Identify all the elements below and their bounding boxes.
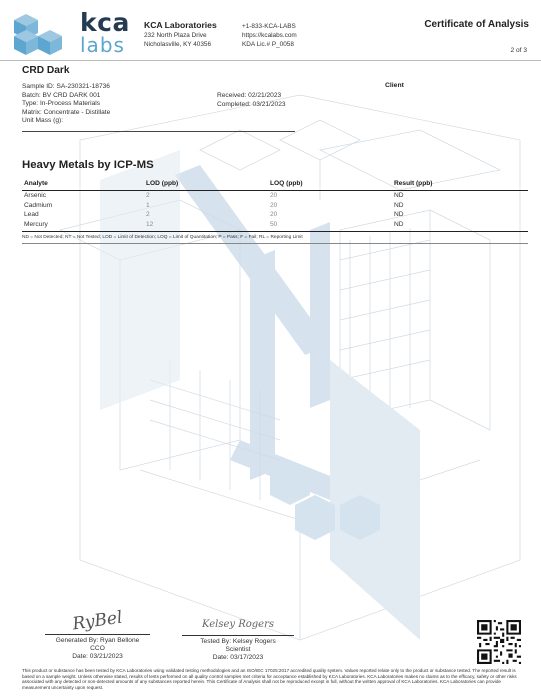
sample-unit-mass: Unit Mass (g): <box>22 117 64 125</box>
heavy-metals-table <box>22 179 528 229</box>
header-divider <box>0 60 541 61</box>
completed-date: Completed: 03/21/2023 <box>217 100 286 108</box>
table-bottom-rule <box>22 231 528 232</box>
client-label: Client <box>385 82 404 89</box>
table-footnote: ND = Not Detected; NT = Not Tested; LOD = Limit of Detection; LOQ = Limit of Quantitation; P = Pass; F = Fail; RL = Reporting Limit <box>22 235 303 240</box>
signature-image: RyBel <box>71 607 124 635</box>
analyte-cell: Cadmium <box>24 201 53 209</box>
table-header-row <box>22 179 528 191</box>
disclaimer-text: This product or substance has been tested by KCA Laboratories using validated testing methodologies and an ISO/IEC 17025:2017 accredited quality system. Values reported relate only to the product or substance tested. The reported result is based on a sample weight. Unless otherwise stated, results of tests performed on all quality control samples met criteria for acceptance established by KCA Laboratories. KCA Laboratories makes no claims as to the efficacy, safety or other risks associated with any detected or non-detected amounts of any substances reported herein. This Certificate of Analysis shall not be reproduced except in full, without the written approval of KCA Laboratories. KCA Laboratories can provide measurement uncertainty upon request. <box>22 668 517 690</box>
sample-type: Type: In-Process Materials <box>22 100 101 108</box>
lab-name: KCA Laboratories <box>144 20 217 30</box>
document-title: Certificate of Analysis <box>424 19 529 30</box>
table-row <box>22 191 528 201</box>
table-row <box>22 201 528 211</box>
signature-line <box>182 635 294 636</box>
sample-matrix: Matrix: Concentrate - Distillate <box>22 108 111 116</box>
cube-logo-icon <box>12 12 72 58</box>
lod-cell: 2 <box>146 211 150 219</box>
sample-details <box>22 83 110 126</box>
signature-block-1 <box>45 608 150 661</box>
logo-word-labs: labs <box>80 33 125 57</box>
loq-cell: 20 <box>270 201 278 209</box>
signature-block-2 <box>182 615 294 662</box>
received-date: Received: 02/21/2023 <box>217 92 282 99</box>
sample-id: Sample ID: SA-230321-18736 <box>22 83 110 90</box>
column-header: Analyte <box>22 179 144 191</box>
column-header: LOQ (ppb) <box>268 179 392 191</box>
lab-license: KDA Lic.# P_0058 <box>242 41 294 48</box>
result-cell: ND <box>394 211 404 219</box>
page-number: 2 of 3 <box>510 47 527 54</box>
analyte-cell: Arsenic <box>24 192 46 200</box>
logo-word-kca: kca <box>80 8 130 37</box>
sample-batch: Batch: BV CRD DARK 001 <box>22 91 101 99</box>
column-header: LOD (ppb) <box>144 179 268 191</box>
lab-info <box>144 20 217 49</box>
signer-name: Generated By: Ryan Bellone <box>55 637 140 644</box>
info-divider <box>22 131 295 132</box>
loq-cell: 20 <box>270 211 278 219</box>
signature-image: Kelsey Rogers <box>202 619 274 630</box>
result-cell: ND <box>394 192 404 200</box>
table-row <box>22 220 528 230</box>
table-row <box>22 210 528 220</box>
column-header: Result (ppb) <box>392 179 528 191</box>
signer-role: CCO <box>90 645 105 652</box>
lab-website[interactable]: https://kcalabs.com <box>242 32 297 39</box>
result-cell: ND <box>394 221 404 229</box>
qr-code[interactable] <box>477 620 521 664</box>
result-cell: ND <box>394 201 404 209</box>
lod-cell: 2 <box>146 192 150 200</box>
sample-dates <box>217 92 286 109</box>
signature-date: Date: 03/17/2023 <box>212 654 264 661</box>
footnote-rule <box>22 243 528 244</box>
lod-cell: 12 <box>146 221 154 229</box>
signer-name: Tested By: Kelsey Rogers <box>200 638 276 645</box>
lod-cell: 1 <box>146 201 150 209</box>
signer-role: Scientist <box>225 646 251 653</box>
lab-address-line2: Nicholasville, KY 40356 <box>144 41 212 48</box>
loq-cell: 20 <box>270 192 278 200</box>
lab-address-line1: 232 North Plaza Drive <box>144 32 207 39</box>
analyte-cell: Mercury <box>24 221 48 229</box>
analyte-cell: Lead <box>24 211 39 219</box>
lab-contact <box>242 22 297 49</box>
product-name: CRD Dark <box>22 65 70 76</box>
section-title: Heavy Metals by ICP-MS <box>22 159 154 171</box>
lab-phone: +1-833-KCA-LABS <box>242 23 296 30</box>
signature-date: Date: 03/21/2023 <box>72 653 123 660</box>
logo <box>12 10 132 60</box>
loq-cell: 50 <box>270 221 278 229</box>
